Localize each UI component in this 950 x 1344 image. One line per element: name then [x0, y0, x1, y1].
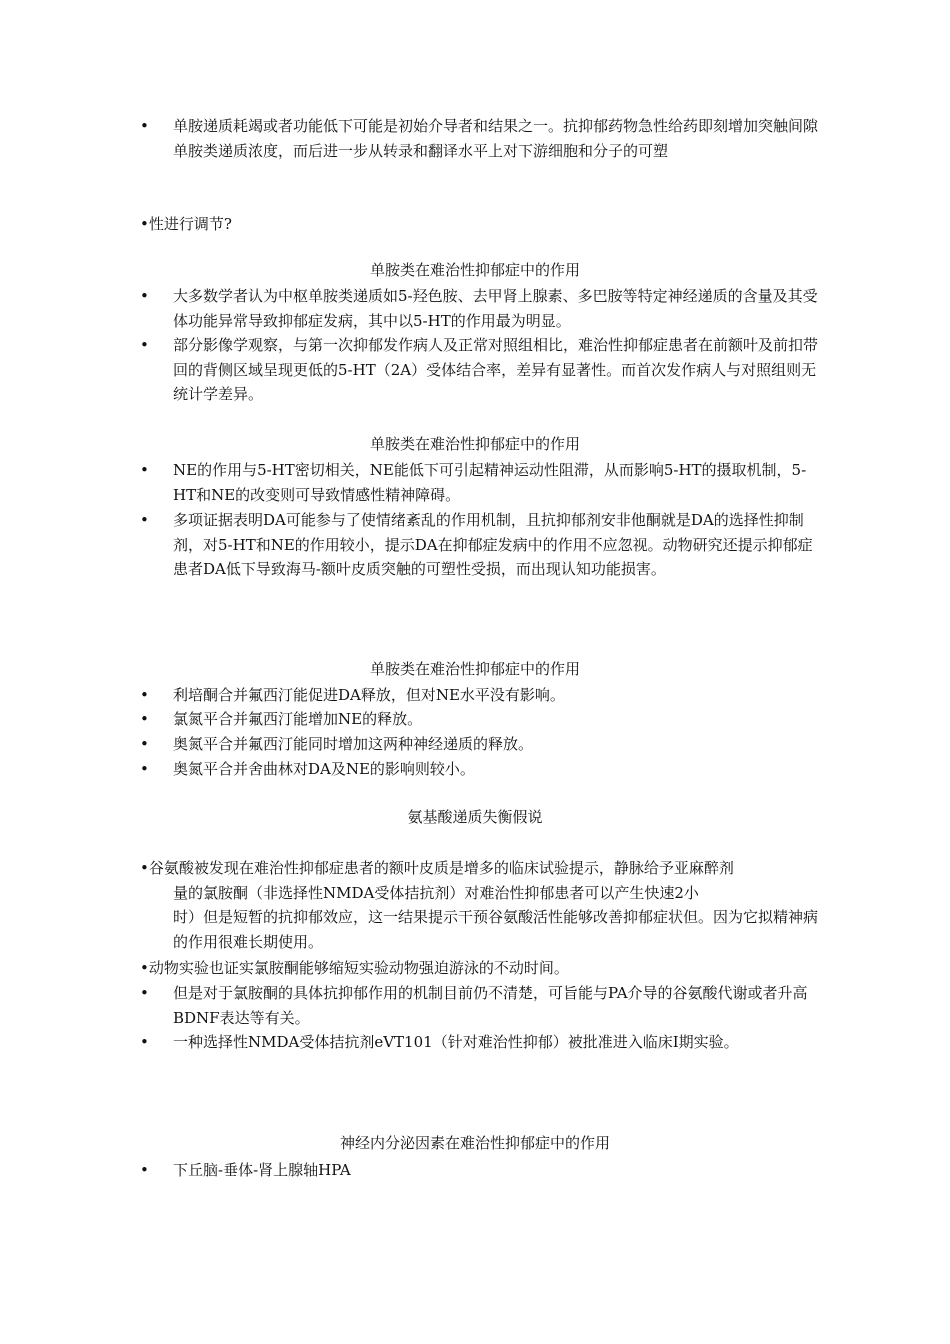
paragraph-line: 时）但是短暂的抗抑郁效应，这一结果提示干预谷氨酸活性能够改善抑郁症状但。因为它拟精神病的作用很难长期使用。	[173, 908, 819, 951]
list-item-text: 下丘脑-垂体-肾上腺轴HPA	[173, 1161, 351, 1179]
paragraph-line: 谷氨酸被发现在难治性抑郁症患者的额叶皮质是增多的临床试验提示，静脉给予亚麻醉剂	[148, 859, 734, 877]
bullet-icon: •	[140, 760, 149, 778]
bullet-icon: •	[140, 859, 149, 877]
intro-paragraph	[140, 114, 820, 163]
bullet-icon: •	[140, 215, 149, 233]
paragraph-line: 量的氯胺酮（非选择性NMDA受体拮抗剂）对难治性抑郁患者可以产生快速2小	[173, 883, 699, 902]
paragraph-glutamate	[140, 856, 820, 954]
list-item	[140, 683, 820, 708]
section-heading: 单胺类在难治性抑郁症中的作用	[369, 261, 580, 279]
list-item	[140, 458, 820, 507]
bullet-icon: •	[140, 686, 149, 704]
list-item-text: 奥氮平合并舍曲林对DA及NE的影响则较小。	[173, 760, 475, 778]
bullet-icon: •	[140, 735, 149, 753]
bullet-icon: •	[140, 336, 149, 354]
bullet-icon: •	[140, 511, 149, 529]
bullet-icon: •	[140, 959, 149, 977]
list-item-text: NE的作用与5-HT密切相关，NE能低下可引起精神运动性阻滞，从而影响5-HT的摄取机制，5-HT和NE的改变则可导致情感性精神障碍。	[173, 461, 807, 504]
paragraph-animal	[140, 956, 820, 981]
intro-continuation	[140, 212, 820, 237]
intro-continuation-text: 性进行调节?	[148, 215, 232, 233]
list-item	[140, 1030, 820, 1055]
list-item	[140, 757, 820, 782]
list-item	[140, 732, 820, 757]
bullet-icon: •	[140, 984, 149, 1002]
section-heading: 单胺类在难治性抑郁症中的作用	[369, 435, 580, 453]
list-item	[140, 707, 820, 732]
list-item-text: 部分影像学观察，与第一次抑郁发作病人及正常对照组相比，难治性抑郁症患者在前额叶及前扣带回的背侧区域呈现更低的5-HT（2A）受体结合率，差异有显著性。而首次发作病人与对照组则无统计学差异。	[173, 336, 819, 403]
list-item-text: 氯氮平合并氟西汀能增加NE的释放。	[173, 710, 423, 728]
list-item	[140, 981, 820, 1030]
bullet-icon: •	[140, 1161, 149, 1179]
paragraph-line: 动物实验也证实氯胺酮能够缩短实验动物强迫游泳的不动时间。	[148, 959, 569, 977]
list-item-text: 但是对于氯胺酮的具体抗抑郁作用的机制目前仍不清楚，可旨能与PA介导的谷氨酸代谢或者升高BDNF表达等有关。	[173, 984, 808, 1027]
bullet-icon: •	[140, 1033, 149, 1051]
list-item-text: 大多数学者认为中枢单胺类递质如5-羟色胺、去甲肾上腺素、多巴胺等特定神经递质的含量及其受体功能异常导致抑郁症发病，其中以5-HT的作用最为明显。	[173, 287, 818, 330]
bullet-icon: •	[140, 710, 149, 728]
bullet-icon: •	[140, 287, 149, 305]
bullet-icon: •	[140, 461, 149, 479]
intro-text: 单胺递质耗竭或者功能低下可能是初始介导者和结果之一。抗抑郁药物急性给药即刻增加突触间隙单胺类递质浓度，而后进一步从转录和翻译水平上对下游细胞和分子的可塑	[173, 117, 819, 160]
list-item-text: 利培酮合并氟西汀能促进DA释放，但对NE水平没有影响。	[173, 686, 565, 704]
section-heading: 氨基酸递质失衡假说	[407, 808, 543, 826]
list-item	[140, 284, 820, 333]
list-item-text: 奥氮平合并氟西汀能同时增加这两种神经递质的释放。	[173, 735, 534, 753]
list-item-text: 一种选择性NMDA受体拮抗剂eVT101（针对难治性抑郁）被批准进入临床I期实验。	[173, 1033, 739, 1051]
list-item	[140, 1158, 820, 1183]
section-heading: 神经内分泌因素在难治性抑郁症中的作用	[339, 1134, 610, 1152]
list-item	[140, 333, 820, 407]
bullet-icon: •	[140, 117, 149, 135]
list-item-text: 多项证据表明DA可能参与了使情绪紊乱的作用机制，且抗抑郁剂安非他酮就是DA的选择性抑制剂，对5-HT和NE的作用较小，提示DA在抑郁症发病中的作用不应忽视。动物研究还提示抑郁症患者DA低下导致海马-额叶皮质突触的可塑性受损，而出现认知功能损害。	[173, 511, 813, 578]
list-item	[140, 508, 820, 582]
section-heading: 单胺类在难治性抑郁症中的作用	[369, 660, 580, 678]
